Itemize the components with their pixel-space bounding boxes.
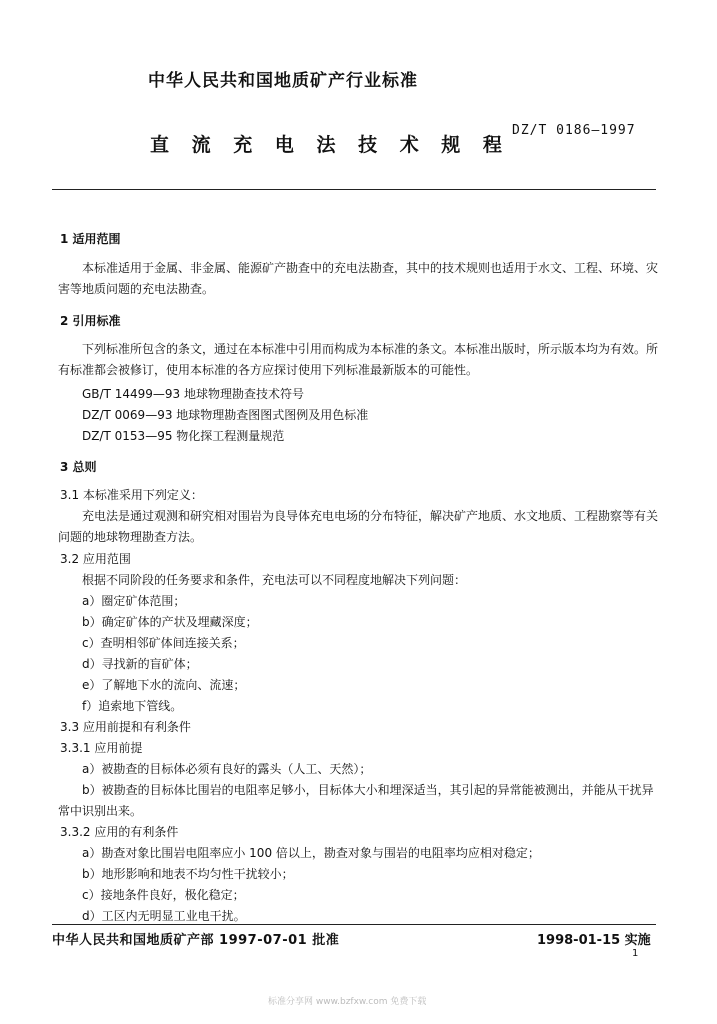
document-title: 直 流 充 电 法 技 术 规 程	[150, 134, 510, 156]
standard-title: 中华人民共和国地质矿产行业标准	[148, 71, 418, 91]
list-item: e）了解地下水的流向、流速；	[82, 678, 246, 692]
section-1-paragraph: 本标准适用于金属、非金属、能源矿产勘查中的充电法勘查，其中的技术规则也适用于水文、工程、环境、灾害等地质问题的充电法勘查。	[58, 261, 659, 296]
footer-divider	[52, 924, 656, 925]
list-item: d）工区内无明显工业电干扰。	[82, 909, 246, 923]
section-3-1-paragraph: 充电法是通过观测和研究相对围岩为良导体充电电场的分布特征，解决矿产地质、水文地质、工程勘察等有关问题的地球物理勘查方法。	[58, 509, 659, 544]
section-2-heading: 2 引用标准	[60, 314, 121, 328]
section-3-2-intro: 根据不同阶段的任务要求和条件，充电法可以不同程度地解决下列问题：	[82, 573, 467, 587]
list-item: a）勘查对象比围岩电阻率应小 100 倍以上，勘查对象与围岩的电阻率均应相对稳定；	[82, 846, 540, 860]
reference-item: DZ/T 0153—95 物化探工程测量规范	[82, 429, 285, 443]
list-item: b）被勘查的目标体比围岩的电阻率足够小，目标体大小和埋深适当，其引起的异常能被测出，并能从干扰异常中识别出来。	[58, 783, 654, 818]
section-2-paragraph: 下列标准所包含的条文，通过在本标准中引用而构成为本标准的条文。本标准出版时，所示版本均为有效。所有标准都会被修订，使用本标准的各方应探讨使用下列标准最新版本的可能性。	[58, 342, 659, 377]
list-item: b）地形影响和地表不均匀性干扰较小；	[82, 867, 294, 881]
section-3-3-heading: 3.3 应用前提和有利条件	[60, 720, 191, 734]
section-3-3-1-heading: 3.3.1 应用前提	[60, 741, 143, 755]
list-item: a）被勘查的目标体必须有良好的露头（人工、天然）；	[82, 762, 372, 776]
list-item: a）圈定矿体范围；	[82, 594, 186, 608]
issuer-approval: 中华人民共和国地质矿产部 1997-07-01 批准	[52, 933, 340, 948]
document-code: DZ/T 0186—1997	[512, 123, 636, 138]
section-3-heading: 3 总则	[60, 460, 97, 474]
page-number: 1	[632, 948, 639, 959]
list-item: f）追索地下管线。	[82, 699, 183, 713]
list-item: c）查明相邻矿体间连接关系；	[82, 636, 245, 650]
effective-date: 1998-01-15 实施	[537, 933, 651, 948]
watermark-text: 标准分享网 www.bzfxw.com 免费下载	[268, 997, 427, 1007]
header-divider	[52, 189, 656, 190]
reference-item: DZ/T 0069—93 地球物理勘查图图式图例及用色标准	[82, 408, 369, 422]
list-item: c）接地条件良好，极化稳定；	[82, 888, 245, 902]
section-3-1-line: 3.1 本标准采用下列定义：	[60, 488, 203, 502]
list-item: d）寻找新的盲矿体；	[82, 657, 198, 671]
list-item: b）确定矿体的产状及埋藏深度；	[82, 615, 258, 629]
section-3-3-2-heading: 3.3.2 应用的有利条件	[60, 825, 179, 839]
reference-item: GB/T 14499—93 地球物理勘查技术符号	[82, 387, 304, 401]
section-3-2-heading: 3.2 应用范围	[60, 552, 131, 566]
section-1-heading: 1 适用范围	[60, 232, 121, 246]
